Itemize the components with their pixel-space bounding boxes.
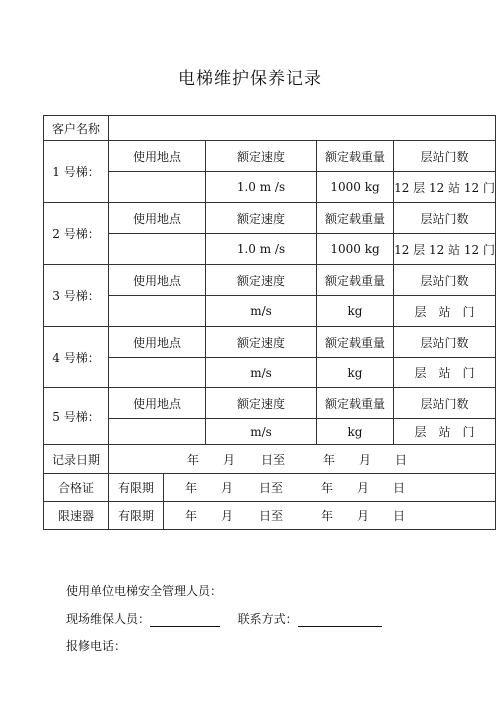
elevator-1-load-header: 额定载重量 bbox=[317, 141, 394, 172]
elevator-4-value-row bbox=[44, 358, 496, 388]
elevator-2-location-field[interactable] bbox=[109, 234, 206, 265]
elevator-5-load-value[interactable]: kg bbox=[317, 419, 394, 445]
elevator-2-speed-header: 额定速度 bbox=[206, 203, 317, 234]
elevator-5-speed-value[interactable]: m/s bbox=[206, 419, 317, 445]
elevator-4-location-field[interactable] bbox=[109, 358, 206, 388]
certificate-date-field[interactable] bbox=[164, 474, 496, 502]
elevator-4-load-header: 额定载重量 bbox=[317, 327, 394, 358]
record-date-year-to: 年 bbox=[322, 452, 335, 467]
governor-date-month-from: 月 bbox=[220, 509, 233, 523]
elevator-3-label: 3 号梯： bbox=[44, 265, 109, 327]
elevator-1-label: 1 号梯： bbox=[44, 141, 109, 203]
certificate-label: 合格证 bbox=[44, 474, 109, 502]
record-date-field[interactable] bbox=[109, 445, 496, 474]
certificate-date-day: 日 bbox=[392, 481, 405, 495]
record-date-range[interactable] bbox=[169, 453, 407, 467]
customer-name-field[interactable] bbox=[109, 116, 496, 141]
elevator-3-floors-value[interactable]: 层 站 门 bbox=[394, 296, 496, 327]
elevator-4-label: 4 号梯： bbox=[44, 327, 109, 388]
page-title: 电梯维护保养记录 bbox=[178, 69, 322, 89]
governor-date-range[interactable] bbox=[167, 509, 405, 523]
elevator-2-load-value[interactable]: 1000 kg bbox=[317, 234, 394, 265]
contact-label: 联系方式： bbox=[237, 612, 298, 626]
elevator-4-header-row bbox=[44, 327, 496, 358]
safety-manager-line bbox=[66, 582, 222, 599]
governor-date-field[interactable] bbox=[164, 502, 496, 530]
elevator-4-floors-value[interactable]: 层 站 门 bbox=[394, 358, 496, 388]
governor-date-day-to: 日至 bbox=[258, 509, 283, 523]
elevator-2-location-header: 使用地点 bbox=[109, 203, 206, 234]
record-date-day: 日 bbox=[394, 452, 407, 467]
elevator-5-location-field[interactable] bbox=[109, 419, 206, 445]
elevator-5-floors-value[interactable]: 层 站 门 bbox=[394, 419, 496, 445]
elevator-5-value-row bbox=[44, 419, 496, 445]
elevator-3-speed-value[interactable]: m/s bbox=[206, 296, 317, 327]
table-body bbox=[44, 116, 496, 530]
repair-phone-label: 报修电话： bbox=[66, 639, 127, 653]
staff-contact-line bbox=[66, 610, 382, 627]
certificate-date-year-to: 年 bbox=[320, 481, 333, 495]
elevator-4-location-header: 使用地点 bbox=[109, 327, 206, 358]
governor-validity-label: 有限期 bbox=[109, 502, 164, 530]
elevator-1-floors-header: 层站门数 bbox=[394, 141, 496, 172]
elevator-5-speed-header: 额定速度 bbox=[206, 388, 317, 419]
elevator-1-load-value[interactable]: 1000 kg bbox=[317, 172, 394, 203]
record-date-month-from: 月 bbox=[222, 452, 235, 467]
maintenance-record-table bbox=[43, 115, 496, 530]
elevator-2-header-row bbox=[44, 203, 496, 234]
elevator-4-load-value[interactable]: kg bbox=[317, 358, 394, 388]
elevator-5-load-header: 额定载重量 bbox=[317, 388, 394, 419]
elevator-3-load-header: 额定载重量 bbox=[317, 265, 394, 296]
maintenance-staff-label: 现场维保人员： bbox=[66, 612, 151, 626]
elevator-2-floors-header: 层站门数 bbox=[394, 203, 496, 234]
elevator-1-floors-value[interactable]: 12 层 12 站 12 门 bbox=[394, 172, 496, 203]
record-date-label: 记录日期 bbox=[44, 445, 109, 474]
record-date-month-to: 月 bbox=[358, 452, 371, 467]
governor-date-year-to: 年 bbox=[320, 509, 333, 523]
elevator-4-floors-header: 层站门数 bbox=[394, 327, 496, 358]
elevator-5-label: 5 号梯： bbox=[44, 388, 109, 445]
elevator-3-header-row bbox=[44, 265, 496, 296]
elevator-3-floors-header: 层站门数 bbox=[394, 265, 496, 296]
governor-label: 限速器 bbox=[44, 502, 109, 530]
governor-date-year-from: 年 bbox=[184, 509, 197, 523]
certificate-validity-label: 有限期 bbox=[109, 474, 164, 502]
elevator-2-value-row bbox=[44, 234, 496, 265]
elevator-2-load-header: 额定载重量 bbox=[317, 203, 394, 234]
elevator-2-label: 2 号梯： bbox=[44, 203, 109, 265]
elevator-1-location-header: 使用地点 bbox=[109, 141, 206, 172]
record-date-day-to: 日至 bbox=[260, 452, 285, 467]
customer-row bbox=[44, 116, 496, 141]
repair-phone-line bbox=[66, 637, 126, 654]
elevator-1-speed-value[interactable]: 1.0 m /s bbox=[206, 172, 317, 203]
elevator-2-floors-value[interactable]: 12 层 12 站 12 门 bbox=[394, 234, 496, 265]
record-date-year-from: 年 bbox=[186, 452, 199, 467]
certificate-date-month-to: 月 bbox=[356, 481, 369, 495]
elevator-3-location-header: 使用地点 bbox=[109, 265, 206, 296]
governor-date-month-to: 月 bbox=[356, 509, 369, 523]
record-date-row bbox=[44, 445, 496, 474]
elevator-3-location-field[interactable] bbox=[109, 296, 206, 327]
elevator-5-location-header: 使用地点 bbox=[109, 388, 206, 419]
elevator-4-speed-header: 额定速度 bbox=[206, 327, 317, 358]
certificate-row bbox=[44, 474, 496, 502]
governor-date-day: 日 bbox=[392, 509, 405, 523]
elevator-1-value-row bbox=[44, 172, 496, 203]
elevator-5-floors-header: 层站门数 bbox=[394, 388, 496, 419]
customer-label: 客户名称 bbox=[44, 116, 109, 141]
safety-manager-label: 使用单位电梯安全管理人员： bbox=[66, 584, 223, 598]
elevator-1-speed-header: 额定速度 bbox=[206, 141, 317, 172]
certificate-date-month-from: 月 bbox=[220, 481, 233, 495]
elevator-4-speed-value[interactable]: m/s bbox=[206, 358, 317, 388]
elevator-3-value-row bbox=[44, 296, 496, 327]
elevator-2-speed-value[interactable]: 1.0 m /s bbox=[206, 234, 317, 265]
elevator-3-speed-header: 额定速度 bbox=[206, 265, 317, 296]
certificate-date-range[interactable] bbox=[167, 481, 405, 495]
elevator-1-header-row bbox=[44, 141, 496, 172]
certificate-date-year-from: 年 bbox=[184, 481, 197, 495]
certificate-date-day-to: 日至 bbox=[258, 481, 283, 495]
elevator-3-load-value[interactable]: kg bbox=[317, 296, 394, 327]
elevator-5-header-row bbox=[44, 388, 496, 419]
elevator-1-location-field[interactable] bbox=[109, 172, 206, 203]
governor-row bbox=[44, 502, 496, 530]
maintenance-staff-field[interactable] bbox=[150, 614, 220, 627]
contact-field[interactable] bbox=[298, 614, 382, 627]
